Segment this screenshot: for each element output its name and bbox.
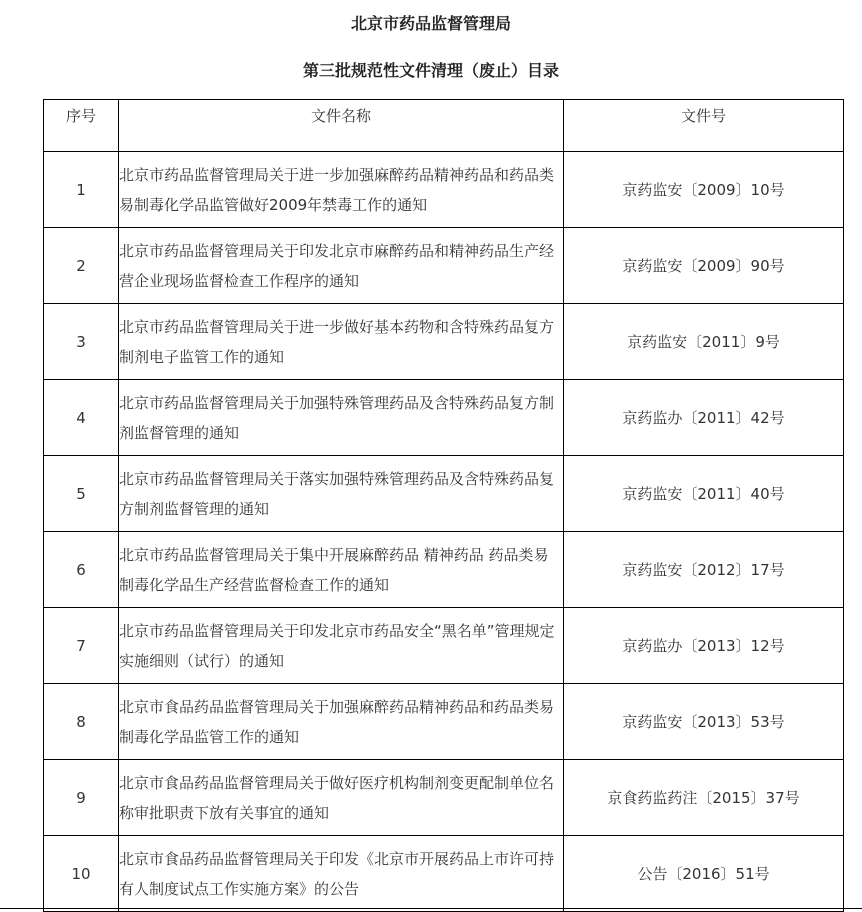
table-row: [44, 608, 844, 684]
row-name: 北京市食品药品监督管理局关于印发《北京市开展药品上市许可持有人制度试点工作实施方案》的公告: [119, 836, 564, 912]
table-row: [44, 456, 844, 532]
row-docno: 京药监安〔2012〕17号: [564, 532, 844, 608]
header-seq: 序号: [44, 100, 119, 152]
row-seq: 3: [44, 304, 119, 380]
row-seq: 1: [44, 152, 119, 228]
row-docno: 京药监安〔2009〕10号: [564, 152, 844, 228]
row-docno: 京药监安〔2013〕53号: [564, 684, 844, 760]
row-name: 北京市药品监督管理局关于加强特殊管理药品及含特殊药品复方制剂监督管理的通知: [119, 380, 564, 456]
table-header-row: [44, 100, 844, 152]
row-seq: 4: [44, 380, 119, 456]
table-row: [44, 532, 844, 608]
row-name: 北京市药品监督管理局关于落实加强特殊管理药品及含特殊药品复方制剂监督管理的通知: [119, 456, 564, 532]
header-docno: 文件号: [564, 100, 844, 152]
table-row: [44, 228, 844, 304]
row-seq: 7: [44, 608, 119, 684]
header-name: 文件名称: [119, 100, 564, 152]
row-seq: 6: [44, 532, 119, 608]
row-docno: 京药监安〔2011〕40号: [564, 456, 844, 532]
table-row: [44, 380, 844, 456]
row-seq: 8: [44, 684, 119, 760]
row-seq: 2: [44, 228, 119, 304]
table-row: [44, 152, 844, 228]
row-name: 北京市食品药品监督管理局关于做好医疗机构制剂变更配制单位名称审批职责下放有关事宜的通知: [119, 760, 564, 836]
row-docno: 京食药监药注〔2015〕37号: [564, 760, 844, 836]
table-row: [44, 760, 844, 836]
row-docno: 京药监办〔2011〕42号: [564, 380, 844, 456]
row-name: 北京市药品监督管理局关于集中开展麻醉药品 精神药品 药品类易制毒化学品生产经营监督检查工作的通知: [119, 532, 564, 608]
row-docno: 京药监办〔2013〕12号: [564, 608, 844, 684]
row-name: 北京市药品监督管理局关于印发北京市麻醉药品和精神药品生产经营企业现场监督检查工作程序的通知: [119, 228, 564, 304]
row-seq: 10: [44, 836, 119, 912]
page-title: 北京市药品监督管理局: [350, 14, 511, 33]
row-docno: 公告〔2016〕51号: [564, 836, 844, 912]
table-row: [44, 684, 844, 760]
row-name: 北京市药品监督管理局关于进一步做好基本药物和含特殊药品复方制剂电子监管工作的通知: [119, 304, 564, 380]
row-seq: 9: [44, 760, 119, 836]
row-name: 北京市食品药品监督管理局关于加强麻醉药品精神药品和药品类易制毒化学品监管工作的通知: [119, 684, 564, 760]
table-row: [44, 304, 844, 380]
row-seq: 5: [44, 456, 119, 532]
row-docno: 京药监安〔2011〕9号: [564, 304, 844, 380]
document-catalog-table: [43, 99, 844, 912]
bottom-divider: [0, 908, 862, 909]
table-row: [44, 836, 844, 912]
page-subtitle: 第三批规范性文件清理（废止）目录: [302, 61, 559, 80]
row-docno: 京药监安〔2009〕90号: [564, 228, 844, 304]
row-name: 北京市药品监督管理局关于进一步加强麻醉药品精神药品和药品类易制毒化学品监管做好2009年禁毒工作的通知: [119, 152, 564, 228]
row-name: 北京市药品监督管理局关于印发北京市药品安全“黑名单”管理规定实施细则（试行）的通知: [119, 608, 564, 684]
